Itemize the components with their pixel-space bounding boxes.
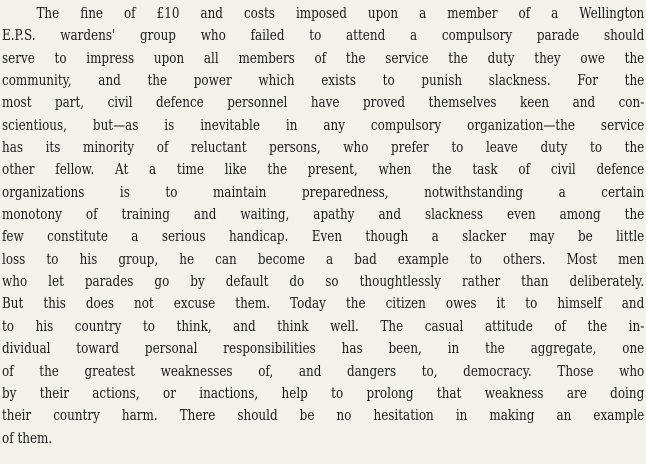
article-line-15: to his country to think, and think well. The casual attitude of the in- [2,317,645,335]
article-line-2: E.P.S. wardens' group who failed to attend a compulsory parade should [2,27,645,45]
article-line-5: most part, civil defence personnel have proved themselves keen and con- [2,94,645,112]
article-line-9: organizations is to maintain preparedness, notwithstanding a certain [2,183,645,201]
article-line-18: by their actions, or inactions, help to prolong that weakness are doing [2,384,645,402]
article-line-1: The fine of £10 and costs imposed upon a member of a Wellington [36,5,645,22]
article-line-7: has its minority of reluctant persons, who prefer to leave duty to the [2,139,645,157]
article-line-20: of them. [2,429,53,447]
article-line-4: community, and the power which exists to punish slackness. For the [2,72,645,90]
article-line-3: serve to impress upon all members of the service the duty they owe the [2,49,645,67]
article-line-16: dividual toward personal responsibilities has been, in the aggregate, one [2,340,645,358]
article-line-14: But this does not excuse them. Today the citizen owes it to himself and [2,295,645,313]
article-line-12: loss to his group, he can become a bad example to others. Most men [2,250,645,268]
article-paragraph [2,3,644,450]
article-line-6: scientious, but—as is inevitable in any compulsory organization—the service [2,116,645,134]
article-line-19: their country harm. There should be no hesitation in making an example [2,407,645,425]
article-line-8: other fellow. At a time like the present, when the task of civil defence [2,161,645,179]
article-line-13: who let parades go by default do so thoughtlessly rather than deliberately. [2,273,645,291]
article-line-10: monotony of training and waiting, apathy and slackness even among the [2,206,645,224]
article-line-17: of the greatest weaknesses of, and dangers to, democracy. Those who [2,362,645,380]
article-line-11: few constitute a serious handicap. Even though a slacker may be little [2,228,645,246]
